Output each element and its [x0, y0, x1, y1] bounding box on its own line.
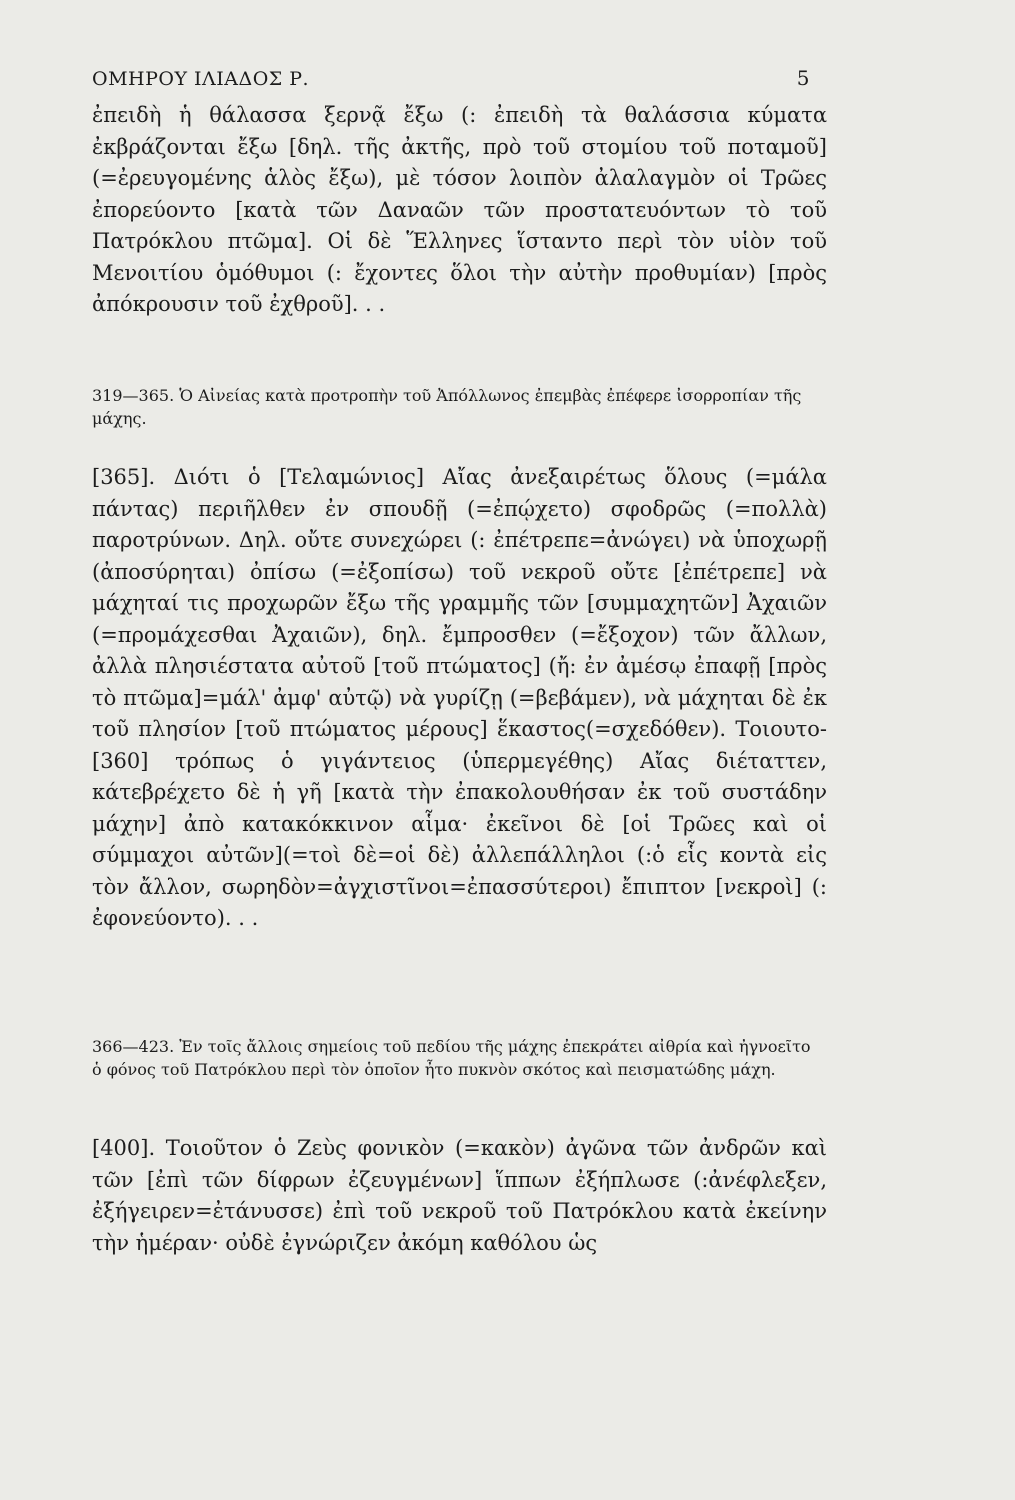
- running-title: ΟΜΗΡΟΥ ΙΛΙΑΔΟΣ Ρ.: [92, 68, 310, 90]
- paragraph-1: ἐπειδὴ ἡ θάλασσα ξερνᾷ ἔξω (: ἐπειδὴ τὰ θαλάσσια κύματα ἐκβράζονται ἔξω [δηλ. τῆς ἀκτῆς, πρὸ τοῦ στομίου τοῦ ποταμοῦ] (=ἐρευγομένης ἁλὸς ἔξω), μὲ τόσον λοιπὸν ἀλαλαγμὸν οἱ Τρῶες ἐπορεύοντο [κατὰ τῶν Δαναῶν τῶν προστατευόντων τὸ τοῦ Πατρόκλου πτῶμα]. Οἱ δὲ Ἕλληνες ἵσταντο περὶ τὸν υἱὸν τοῦ Μενοιτίου ὁμόθυμοι (: ἔχοντες ὅλοι τὴν αὐτὴν προθυμίαν) [πρὸς ἀπόκρουσιν τοῦ ἐχθροῦ]. . .: [92, 103, 827, 316]
- paragraph-3: [400]. Τοιοῦτον ὁ Ζεὺς φονικὸν (=κακὸν) ἀγῶνα τῶν ἀνδρῶν καὶ τῶν [ἐπὶ τῶν δίφρων ἐζευγμένων] ἵππων ἐξήπλωσε (:ἀνέφλεξεν, ἐξήγειρεν=ἐτάνυσσε) ἐπὶ τοῦ νεκροῦ τοῦ Πατρόκλου κατὰ ἐκείνην τὴν ἡμέραν· οὐδὲ ἐγνώριζεν ἀκόμη καθόλου ὡς: [92, 1136, 827, 1255]
- running-header: [92, 66, 810, 90]
- summary-note-2: [92, 1035, 817, 1081]
- note-1-text: Ὁ Αἰνείας κατὰ προτροπὴν τοῦ Ἀπόλλωνος ἐπεμβὰς ἐπέφερε ἰσορροπίαν τῆς μάχης.: [92, 386, 802, 428]
- page-number: 5: [796, 66, 810, 90]
- note-2-range: 366—423.: [92, 1037, 175, 1056]
- note-2-text: Ἐν τοῖς ἄλλοις σημείοις τοῦ πεδίου τῆς μάχης ἐπεκράτει αἰθρία καὶ ἠγνοεῖτο ὁ φόνος τοῦ Πατρόκλου περὶ τὸν ὁποῖον ἦτο πυκνὸν σκότος καὶ πεισματώδης μάχη.: [92, 1037, 811, 1079]
- summary-note-1: [92, 384, 817, 430]
- note-1-range: 319—365.: [92, 386, 175, 405]
- paragraph-2: [365]. Διότι ὁ [Τελαμώνιος] Αἴας ἀνεξαιρέτως ὅλους (=μάλα πάντας) περιῆλθεν ἐν σπουδῇ (=ἐπῴχετο) σφοδρῶς (=πολλὰ) παροτρύνων. Δηλ. οὔτε συνεχώρει (: ἐπέτρεπε=ἀνώγει) νὰ ὑποχωρῇ (ἀποσύρηται) ὀπίσω (=ἐξοπίσω) τοῦ νεκροῦ οὔτε [ἐπέτρεπε] νὰ μάχηταί τις προχωρῶν ἔξω τῆς γραμμῆς τῶν [συμμαχητῶν] Ἀχαιῶν (=προμάχεσθαι Ἀχαιῶν), δηλ. ἔμπροσθεν (=ἔξοχον) τῶν ἄλλων, ἀλλὰ πλησιέστατα αὐτοῦ [τοῦ πτώματος] (ἤ: ἐν ἀμέσῳ ἐπαφῇ [πρὸς τὸ πτῶμα]=μάλ' ἀμφ' αὐτῷ) νὰ γυρίζῃ (=βεβάμεν), νὰ μάχηται δὲ ἐκ τοῦ πλησίον [τοῦ πτώματος μέρους] ἕκαστος(=σχεδόθεν). Τοιουτο- [360] τρόπως ὁ γιγάντειος (ὑπερμεγέθης) Αἴας διέταττεν, κάτεβρέχετο δὲ ἡ γῆ [κατὰ τὴν ἐπακολουθήσαν ἐκ τοῦ συστάδην μάχην] ἀπὸ κατακόκκινον αἷμα· ἐκεῖνοι δὲ [οἱ Τρῶες καὶ οἱ σύμμαχοι αὐτῶν](=τοὶ δὲ=οἱ δὲ) ἀλλεπάλληλοι (:ὁ εἷς κοντὰ εἰς τὸν ἄλλον, σωρηδὸν=ἀγχιστῖνοι=ἐπασσύτεροι) ἔπιπτον [νεκροὶ] (: ἐφονεύοντο). . .: [92, 465, 827, 930]
